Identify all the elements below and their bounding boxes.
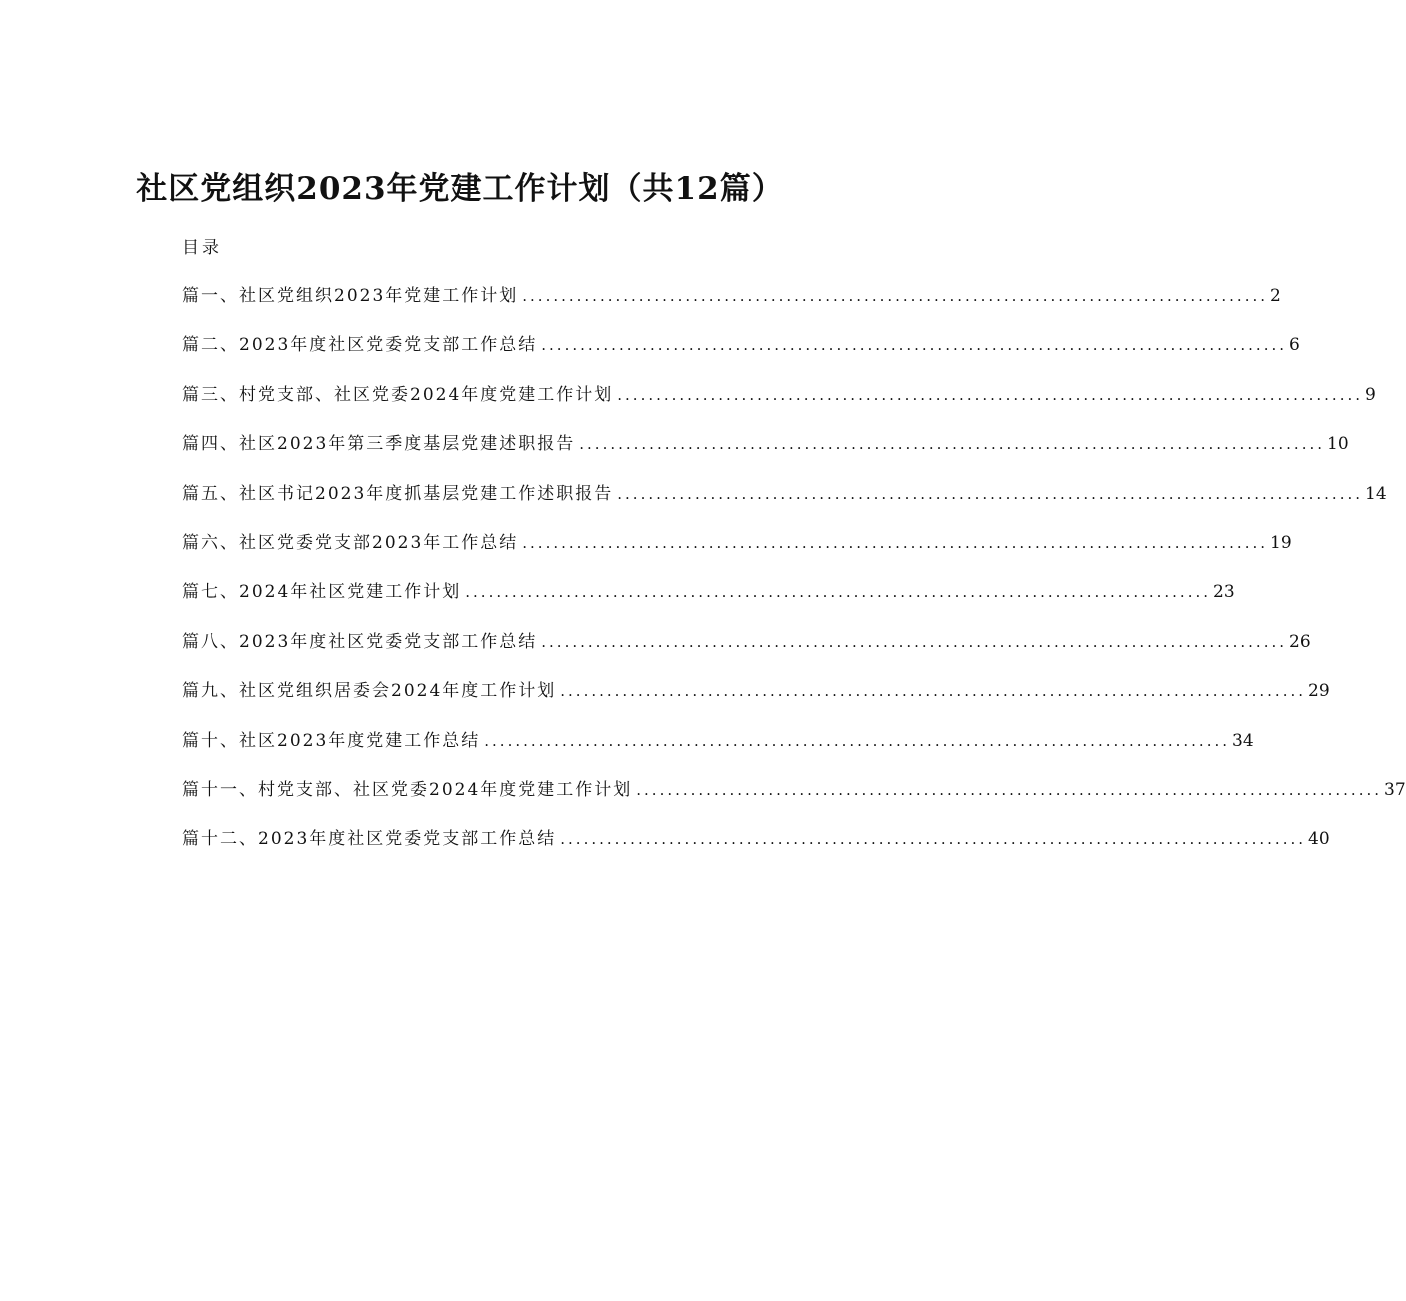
toc-entry-label: 篇四、社区2023年第三季度基层党建述职报告 — [182, 434, 576, 455]
toc-entry-label: 篇二、2023年度社区党委党支部工作总结 — [182, 335, 538, 356]
table-of-contents — [182, 284, 1406, 877]
toc-dot-leader: ................................................................................................ — [560, 682, 1306, 701]
toc-dot-leader: ................................................................................................ — [541, 632, 1287, 651]
toc-entry-label: 篇十二、2023年度社区党委党支部工作总结 — [182, 829, 557, 850]
toc-entry-label: 篇十、社区2023年度党建工作总结 — [182, 730, 481, 751]
toc-dot-leader: ................................................................................................ — [636, 780, 1382, 799]
toc-entry-12[interactable] — [182, 827, 1330, 876]
toc-page-number: 9 — [1365, 384, 1376, 405]
toc-page-number: 6 — [1289, 335, 1300, 356]
toc-dot-leader: ................................................................................................ — [484, 731, 1230, 750]
toc-entry-label: 篇十一、村党支部、社区党委2024年度党建工作计划 — [182, 779, 633, 800]
toc-page-number: 26 — [1289, 631, 1311, 652]
toc-entry-3[interactable] — [182, 383, 1376, 432]
toc-entry-5[interactable] — [182, 482, 1387, 531]
toc-entry-10[interactable] — [182, 729, 1254, 778]
toc-entry-6[interactable] — [182, 531, 1292, 580]
toc-entry-label: 篇六、社区党委党支部2023年工作总结 — [182, 532, 519, 553]
toc-page-number: 14 — [1365, 483, 1387, 504]
toc-entry-8[interactable] — [182, 630, 1311, 679]
toc-entry-label: 篇八、2023年度社区党委党支部工作总结 — [182, 631, 538, 652]
toc-dot-leader: ................................................................................................ — [522, 287, 1268, 305]
toc-dot-leader: ................................................................................................ — [617, 484, 1363, 503]
toc-entry-label: 篇九、社区党组织居委会2024年度工作计划 — [182, 681, 557, 702]
toc-page-number: 10 — [1327, 434, 1349, 455]
toc-entry-label: 篇七、2024年社区党建工作计划 — [182, 582, 462, 603]
toc-entry-11[interactable] — [182, 778, 1406, 827]
toc-dot-leader: ................................................................................................ — [522, 533, 1268, 552]
toc-dot-leader: ................................................................................................ — [579, 435, 1325, 454]
toc-entry-label: 篇五、社区书记2023年度抓基层党建工作述职报告 — [182, 483, 614, 504]
toc-heading: 目录 — [182, 238, 222, 258]
toc-entry-7[interactable] — [182, 580, 1235, 629]
toc-entry-label: 篇三、村党支部、社区党委2024年度党建工作计划 — [182, 384, 614, 405]
toc-entry-4[interactable] — [182, 432, 1349, 481]
toc-page-number: 19 — [1270, 532, 1292, 553]
toc-page-number: 37 — [1384, 779, 1406, 800]
toc-entry-9[interactable] — [182, 679, 1330, 728]
toc-entry-label: 篇一、社区党组织2023年党建工作计划 — [182, 286, 519, 306]
toc-dot-leader: ................................................................................................ — [617, 385, 1363, 404]
toc-page-number: 23 — [1213, 582, 1235, 603]
toc-entry-1[interactable] — [182, 284, 1281, 333]
toc-page-number: 34 — [1232, 730, 1254, 751]
toc-dot-leader: ................................................................................................ — [465, 583, 1211, 602]
toc-dot-leader: ................................................................................................ — [560, 830, 1306, 849]
toc-page-number: 29 — [1308, 681, 1330, 702]
toc-page-number: 2 — [1270, 286, 1281, 306]
document-title: 社区党组织2023年党建工作计划（共12篇） — [136, 170, 784, 207]
toc-page-number: 40 — [1308, 829, 1330, 850]
toc-entry-2[interactable] — [182, 333, 1300, 382]
toc-dot-leader: ................................................................................................ — [541, 336, 1287, 355]
